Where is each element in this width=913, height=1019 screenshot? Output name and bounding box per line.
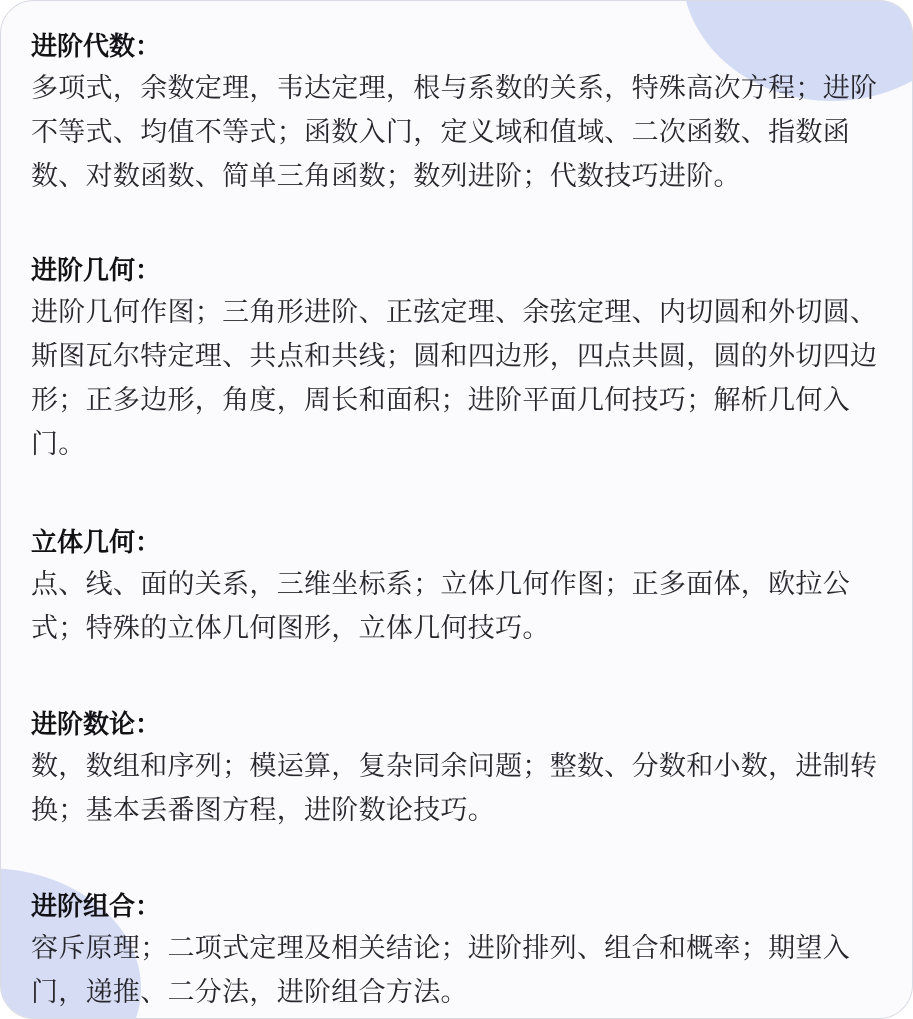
section-advanced-number-theory bbox=[31, 709, 881, 833]
section-title: 进阶几何： bbox=[31, 256, 162, 286]
section-title: 进阶数论： bbox=[31, 710, 162, 740]
section-title: 进阶组合： bbox=[31, 892, 162, 922]
section-body: 数，数组和序列；模运算，复杂同余问题；整数、分数和小数，进制转换；基本丢番图方程，进阶数论技巧。 bbox=[31, 751, 878, 826]
section-solid-geometry bbox=[31, 527, 881, 651]
section-body: 容斥原理；二项式定理及相关结论；进阶排列、组合和概率；期望入门，递推、二分法，进阶组合方法。 bbox=[31, 933, 850, 1008]
section-advanced-algebra bbox=[31, 31, 881, 199]
section-body: 进阶几何作图；三角形进阶、正弦定理、余弦定理、内切圆和外切圆、斯图瓦尔特定理、共点和共线；圆和四边形，四点共圆，圆的外切四边形；正多边形，角度，周长和面积；进阶平面几何技巧；解析几何入门。 bbox=[31, 297, 878, 460]
curriculum-list bbox=[31, 31, 881, 1015]
section-advanced-combinatorics bbox=[31, 891, 881, 1015]
section-body: 多项式，余数定理，韦达定理，根与系数的关系，特殊高次方程；进阶不等式、均值不等式；函数入门，定义域和值域、二次函数、指数函数、对数函数、简单三角函数；数列进阶；代数技巧进阶。 bbox=[31, 73, 878, 192]
section-advanced-geometry bbox=[31, 255, 881, 467]
section-body: 点、线、面的关系，三维坐标系；立体几何作图；正多面体，欧拉公式；特殊的立体几何图形，立体几何技巧。 bbox=[31, 569, 850, 644]
section-title: 立体几何： bbox=[31, 528, 162, 558]
section-title: 进阶代数： bbox=[31, 32, 162, 62]
